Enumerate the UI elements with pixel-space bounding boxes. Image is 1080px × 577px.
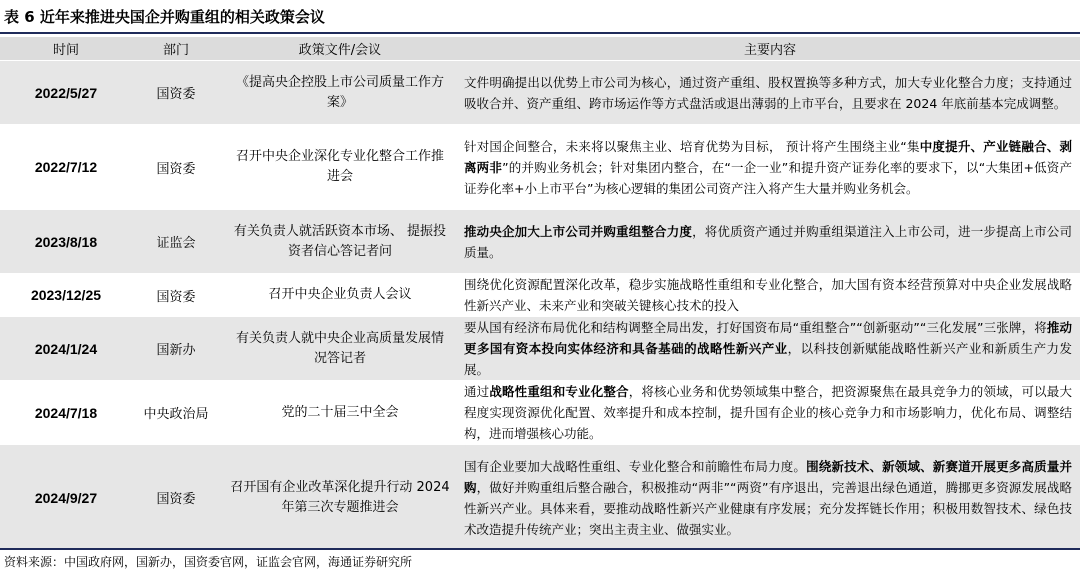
emphasis-text: 推动央企加大上市公司并购重组整合力度 <box>464 223 693 239</box>
header-dept: 部门 <box>162 43 189 58</box>
content-text: 要从国有经济布局优化和结构调整全局出发，打好国资布局“重组整合”“创新驱动”“三化发展”三张牌，将 <box>464 320 1047 335</box>
table-row <box>0 445 1080 551</box>
row-time: 2023/8/18 <box>34 233 98 250</box>
row-time: 2022/7/12 <box>34 159 98 175</box>
content-text: 针对国企间整合，未来将以聚焦主业、培育优势为目标， 预计将产生围绕主业“集 <box>464 138 920 154</box>
table-row <box>0 61 1080 125</box>
table-row <box>0 381 1080 445</box>
row-time: 2024/9/27 <box>34 489 98 506</box>
content-text: ，做好并购重组后整合融合，积极推动“两非”“两资”有序退出，完善退出绿色通道，腾挪更多资源发展战略性新兴产业。具体来看，要推动战略性新兴产业健康有序发展；充分发挥链长作用；积极用数智技术、绿色技术改造提升传统产业；突出主责主业、做强实业。 <box>464 479 1072 537</box>
row-dept: 证监会 <box>156 236 196 251</box>
title-divider <box>0 32 1080 34</box>
row-main-content <box>460 125 1080 209</box>
row-main-content <box>460 317 1080 380</box>
header-main: 主要内容 <box>743 43 796 58</box>
content-text: 文件明确提出以优势上市公司为核心，通过资产重组、股权置换等多种方式，加大专业化整合力度；支持通过吸收合并、资产重组、跨市场运作等方式盘活或退出薄弱的上市平台，且要求在 2024 年底前基本完成调整。 <box>464 74 1072 111</box>
row-doc: 召开中央企业深化专业化整合工作推进会 <box>235 149 444 184</box>
table-title: 表 6 近年来推进央国企并购重组的相关政策会议 <box>4 8 325 26</box>
emphasis-text: 中度提升、产业链融合、剥离两非 <box>464 138 1072 175</box>
bottom-divider <box>0 548 1080 550</box>
row-time: 2024/7/18 <box>34 404 98 421</box>
table-row <box>0 274 1080 317</box>
row-dept: 国资委 <box>156 492 196 507</box>
source-note: 资料来源：中国政府网，国新办，国资委官网，证监会官网，海通证券研究所 <box>4 555 413 569</box>
table-header <box>0 37 1080 60</box>
row-doc: 党的二十届三中全会 <box>281 404 399 420</box>
content-text: 国有企业要加大战略性重组、专业化整合和前瞻性布局力度。 <box>464 458 807 474</box>
row-doc: 《提高央企控股上市公司质量工作方案》 <box>235 74 444 110</box>
row-doc: 有关负责人就中央企业高质量发展情况答记者 <box>235 330 444 366</box>
emphasis-text: 推动更多国有资本投向实体经济和具备基础的战略性新兴产业 <box>464 320 1072 356</box>
row-main-content <box>460 61 1080 124</box>
row-dept: 国资委 <box>156 87 196 102</box>
content-text: 围绕优化资源配置深化改革，稳步实施战略性重组和专业化整合，加大国有资本经营预算对中央企业发展战略性新兴产业、未来产业和突破关键核心技术的投入 <box>464 277 1072 313</box>
row-main-content <box>460 381 1080 444</box>
content-text: ，将核心业务和优势领域集中整合，把资源聚焦在最具竞争力的领域，可以最大程度实现资源优化配置、效率提升和成本控制，提升国有企业的核心竞争力和市场影响力，优化布局、调整结构，进而增强核心功能。 <box>464 384 1072 441</box>
row-dept: 中央政治局 <box>143 407 209 422</box>
content-text: 通过 <box>464 384 490 399</box>
row-time: 2023/12/25 <box>30 287 102 303</box>
row-dept: 国新办 <box>156 343 196 358</box>
table-body <box>0 61 1080 551</box>
header-time: 时间 <box>52 43 79 58</box>
content-text: ，以科技创新赋能战略性新兴产业和新质生产力发展。 <box>464 341 1072 377</box>
table-row <box>0 317 1080 381</box>
row-doc: 有关负责人就活跃资本市场、 提振投资者信心答记者问 <box>233 223 447 259</box>
row-doc: 召开中央企业负责人会议 <box>268 287 412 302</box>
content-text: ，将优质资产通过并购重组渠道注入上市公司，进一步提高上市公司质量。 <box>464 223 1072 260</box>
row-time: 2022/5/27 <box>34 84 98 101</box>
row-main-content <box>460 274 1080 316</box>
emphasis-text: 战略性重组和专业化整合 <box>489 384 629 399</box>
row-dept: 国资委 <box>156 161 196 177</box>
row-main-content <box>460 445 1080 550</box>
header-doc: 政策文件/会议 <box>298 43 382 58</box>
table-row <box>0 210 1080 274</box>
row-time: 2024/1/24 <box>34 340 98 357</box>
emphasis-text: 围绕新技术、新领域、新赛道开展更多高质量并购 <box>464 458 1072 495</box>
content-text: ”的并购业务机会；针对集团内整合，在“一企一业”和提升资产证券化率的要求下，以“大集团+低资产证券化率+小上市平台”为核心逻辑的集团公司资产注入将产生大量并购业务机会。 <box>464 159 1072 196</box>
row-dept: 国资委 <box>156 289 196 305</box>
table-row <box>0 125 1080 210</box>
row-doc: 召开国有企业改革深化提升行动 2024 年第三次专题推进会 <box>230 479 450 515</box>
row-main-content <box>460 210 1080 273</box>
